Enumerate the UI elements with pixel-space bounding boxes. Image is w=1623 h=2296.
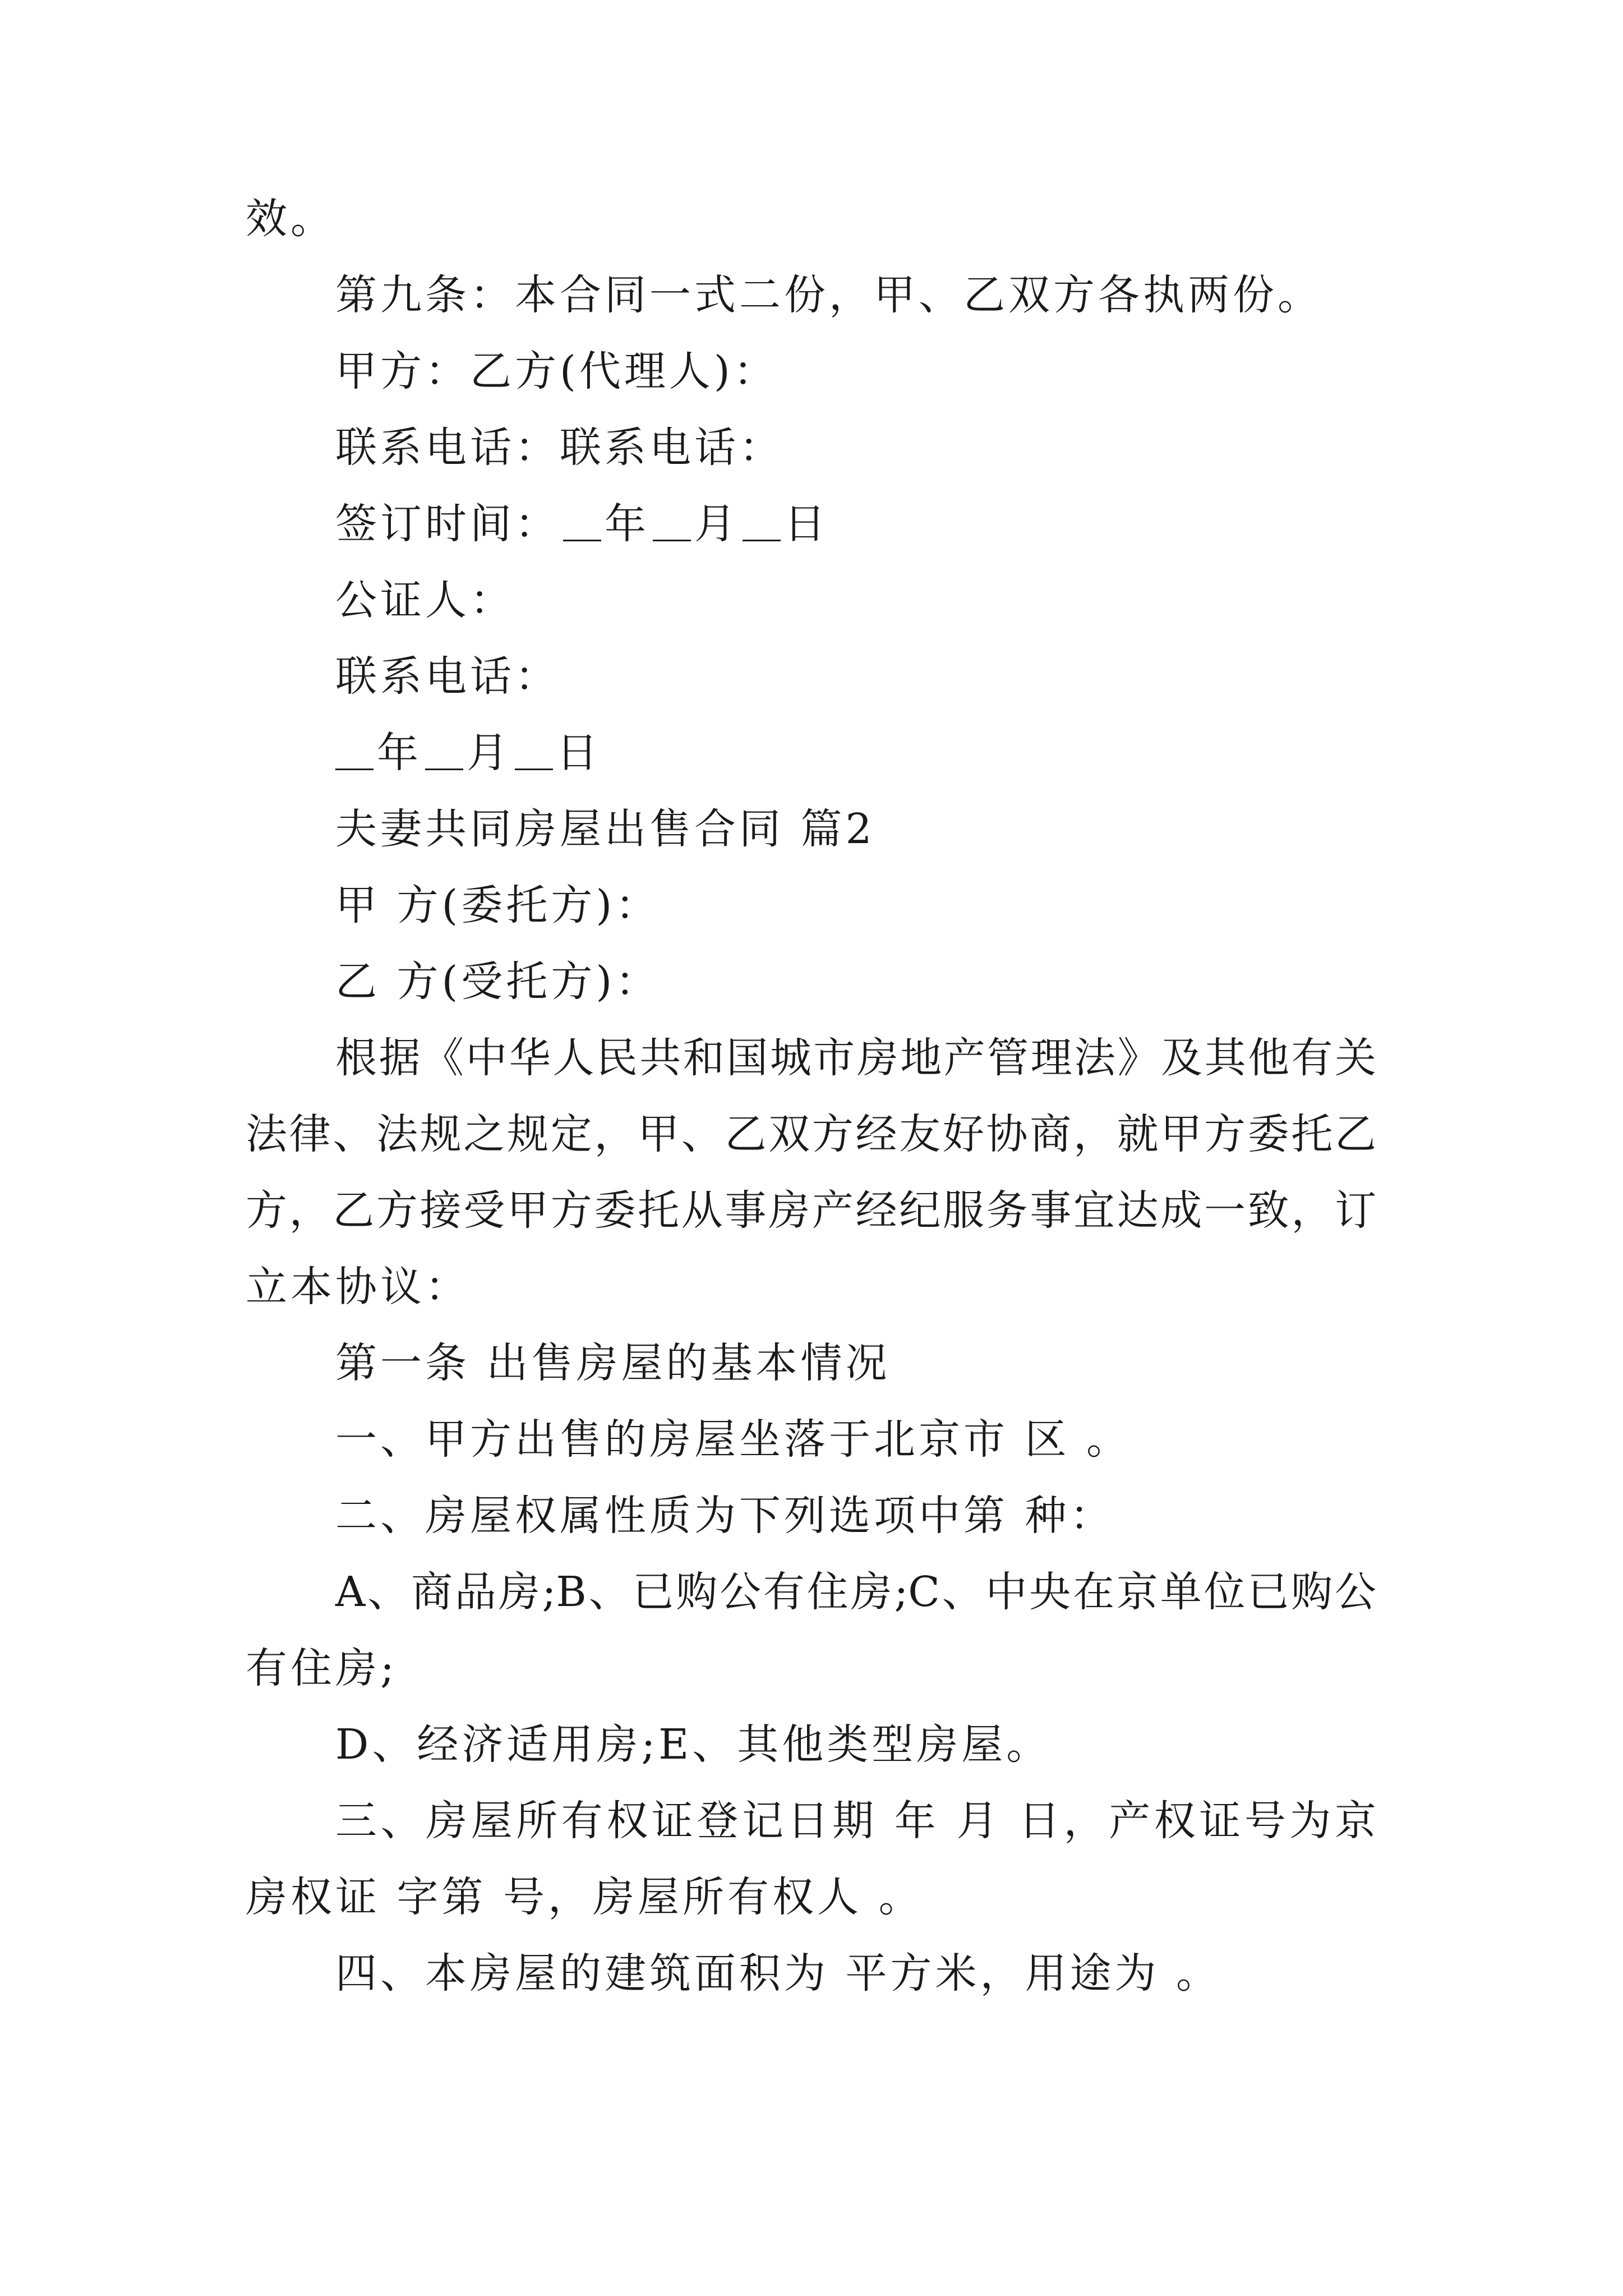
notary-line: 公证人：	[335, 576, 515, 624]
clause-line: 二、房屋权属性质为下列选项中第 种：	[335, 1492, 1115, 1540]
clause-line: 有住房;	[246, 1644, 398, 1692]
month-label: 月	[694, 500, 739, 548]
section-title: 夫妻共同房屋出售合同 篇2	[335, 805, 875, 853]
paragraph-line: 效。	[246, 195, 335, 243]
party-signature-line: 甲方：乙方(代理人)：	[335, 347, 778, 395]
clause-line: 一、甲方出售的房屋坐落于北京市 区 。	[335, 1415, 1132, 1464]
clause-line: 房权证 字第 号，房屋所有权人 。	[246, 1873, 924, 1921]
notary-date-line	[335, 725, 601, 781]
day-label: 日	[784, 500, 829, 548]
paragraph-line: 法律、法规之规定，甲、乙双方经友好协商，就甲方委托乙	[246, 1110, 1376, 1158]
signing-date-line	[335, 496, 829, 552]
year-blank	[335, 729, 374, 770]
paragraph-line: 根据《中华人民共和国城市房地产管理法》及其他有关	[335, 1034, 1376, 1082]
year-blank	[563, 500, 601, 541]
paragraph-line: 方，乙方接受甲方委托从事房产经纪服务事宜达成一致，订	[246, 1186, 1376, 1235]
clause-line: D、经济适用房;E、其他类型房屋。	[335, 1720, 1052, 1769]
clause-line: 四、本房屋的建筑面积为 平方米，用途为 。	[335, 1949, 1221, 1998]
year-label: 年	[377, 729, 422, 777]
month-label: 月	[467, 729, 511, 777]
article-one-heading: 第一条 出售房屋的基本情况	[335, 1339, 891, 1387]
month-blank	[425, 729, 463, 770]
day-blank	[515, 729, 553, 770]
party-a-line: 甲 方(委托方)：	[335, 881, 661, 930]
contact-phone-line: 联系电话：联系电话：	[335, 424, 784, 472]
clause-line: A、商品房;B、已购公有住房;C、中央在京单位已购公	[335, 1568, 1376, 1616]
clause-line: 三、房屋所有权证登记日期 年 月 日，产权证号为京	[335, 1797, 1376, 1845]
day-blank	[743, 500, 781, 541]
day-label: 日	[556, 729, 601, 777]
signing-date-label: 签订时间：	[335, 500, 560, 548]
notary-phone-line: 联系电话：	[335, 652, 560, 701]
article-nine: 第九条：本合同一式二份，甲、乙双方各执两份。	[335, 271, 1322, 319]
month-blank	[653, 500, 691, 541]
paragraph-line: 立本协议：	[246, 1263, 470, 1311]
year-label: 年	[605, 500, 649, 548]
party-b-line: 乙 方(受托方)：	[335, 958, 661, 1006]
